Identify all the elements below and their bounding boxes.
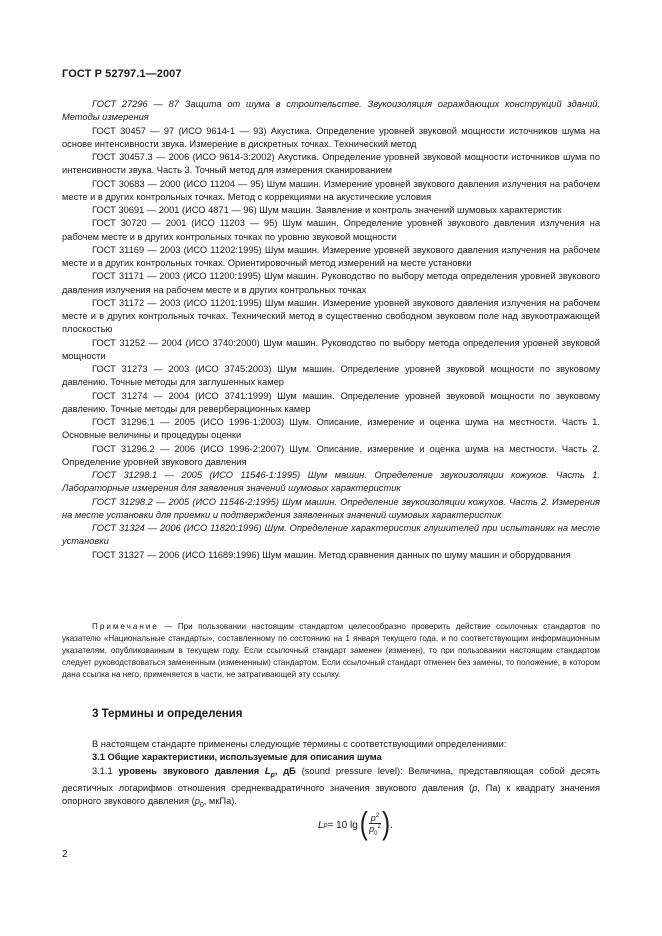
reference-item: ГОСТ 31324 — 2006 (ИСО 11820:1996) Шум. Определение характеристик глушителей при испытаниях на месте установки (62, 523, 600, 547)
reference-item: ГОСТ 31252 — 2004 (ИСО 3740:2000) Шум машин. Руководство по выбору метода определения уровней звуковой мощности (62, 337, 600, 361)
reference-item: ГОСТ 31273 — 2003 (ИСО 3745:2003) Шум машин. Определение уровней звуковой мощности по звуковому давлению. Точные методы для заглушенных камер (62, 364, 600, 388)
subsection-title: 3.1 Общие характеристики, используемые для описания шума (92, 752, 382, 763)
term-unit: , дБ (274, 765, 296, 776)
formula-num-sup: 2 (375, 813, 380, 820)
formula-eq: = 10 lg (327, 819, 358, 831)
normative-references (62, 98, 600, 562)
definition-part3: , мкПа). (203, 795, 237, 806)
def-symbol-p0: p (194, 795, 200, 806)
close-paren-icon: ) (382, 806, 391, 842)
section-body (62, 738, 600, 812)
open-paren-icon: ( (359, 806, 368, 842)
formula-den-sup: 2 (377, 824, 381, 831)
definition-part2: , Па) к квадрату значения опорного звукового давления ( (62, 782, 600, 806)
page-number: 2 (62, 849, 68, 860)
formula-lhs: L (318, 819, 324, 831)
definition-part1: Величина, представляющая собой десять десятичных логарифмов отношения среднеквадратичного значения звукового давления ( (62, 765, 600, 793)
formula-den-sub: 0 (374, 830, 378, 837)
term-definition (62, 765, 600, 812)
reference-item: ГОСТ 30457 — 97 (ИСО 9614-1 — 93) Акустика. Определение уровней звуковой мощности источников шума на основе интенсивности звука. Измерение в дискретных точках. Технический метод (62, 125, 600, 149)
reference-item: ГОСТ 31169 — 2003 (ИСО 11202:1995) Шум машин. Измерение уровней звукового давления излучения на рабочем месте и в других контрольных точках. Ориентировочный метод измерений на месте установки (62, 244, 600, 268)
page-header: ГОСТ Р 52797.1—2007 (62, 68, 182, 80)
note-block (62, 621, 600, 681)
term-name: уровень звукового давления (118, 765, 260, 776)
def-symbol-p: p (472, 782, 478, 793)
term-symbol-sub: p (270, 771, 275, 779)
formula-fraction (369, 813, 381, 837)
reference-item: ГОСТ 30457.3 — 2006 (ИСО 9614-3:2002) Акустика. Определение уровней звуковой мощности источников шума по интенсивности звука. Часть 3. Точный метод для измерения сканированием (62, 152, 600, 176)
reference-item: ГОСТ 30691 — 2001 (ИСО 4871 — 96) Шум машин. Заявление и контроль значений шумовых характеристик (92, 205, 562, 215)
reference-item: ГОСТ 31171 — 2003 (ИСО 11200:1995) Шум машин. Руководство по выбору метода определения уровней звукового давления излучения на рабочем месте и в других контрольных точках (62, 271, 600, 295)
formula-lhs-sub: p (323, 821, 328, 829)
reference-item: ГОСТ 31172 — 2003 (ИСО 11201:1995) Шум машин. Измерение уровней звукового давления излучения на рабочем месте и в других контрольных точках. Технический метод в существенно свободном звуковом поле над звукоотражающей плоскостью (62, 297, 600, 335)
reference-item: ГОСТ 30683 — 2000 (ИСО 11204 — 95) Шум машин. Измерение уровней звукового давления излучения на рабочем месте и в других контрольных точках. Метод с коррекциями на акустические условия (62, 178, 600, 202)
reference-item: ГОСТ 31298.1 — 2005 (ИСО 11546-1:1995) Шум машин. Определение звукоизоляции кожухов. Часть 1. Лабораторные измерения для заявления значений шумовых характеристик (62, 470, 600, 494)
formula-den: p (369, 824, 375, 835)
reference-item: ГОСТ 27296 — 87 Защита от шума в строительстве. Звукоизоляция ограждающих конструкций зданий. Методы измерения (62, 99, 600, 123)
note-text: — При пользовании настоящим стандартом целесообразно проверить действие ссылочных стандартов по указателю «Национальные стандарты», составленному по состоянию на 1 января текущего года, и по соответствующим информационным указателям, опубликованным в текущем году. Если ссылочный стандарт заменен (изменен), то при пользовании настоящим стандартом следует руководствоваться замененным (измененным) стандартом. Если ссылочный стандарт отменен без замены, то положение, в котором дана ссылка на него, применяется в части, не затрагивающей эту ссылку. (62, 622, 600, 680)
formula (318, 806, 393, 842)
section-intro: В настоящем стандарте применены следующие термины с соответствующими определениями: (92, 739, 507, 749)
note-label: Примечание (92, 622, 159, 631)
reference-item: ГОСТ 31327 — 2006 (ИСО 11689:1996) Шум машин. Метод сравнения данных по шуму машин и оборудования (92, 549, 571, 560)
formula-num: p (370, 813, 376, 824)
reference-item: ГОСТ 31296.1 — 2005 (ИСО 1996-1:2003) Шум. Описание, измерение и оценка шума на местности. Часть 1. Основные величины и процедуры оценки (62, 417, 600, 441)
formula-end: . (390, 819, 393, 831)
reference-item: ГОСТ 31296.2 — 2006 (ИСО 1996-2:2007) Шум. Описание, измерение и оценка шума на местности. Часть 2. Определение уровней звукового давления (62, 443, 600, 467)
term-english: (sound pressure level): (295, 765, 403, 776)
def-symbol-p0-sub: 0 (199, 801, 204, 809)
section-title: 3 Термины и определения (92, 708, 243, 720)
term-number: 3.1.1 (92, 765, 113, 776)
term-symbol: L (264, 765, 271, 776)
reference-item: ГОСТ 31274 — 2004 (ИСО 3741:1999) Шум машин. Определение уровней звуковой мощности по звуковому давлению. Точные методы для реверберационных камер (62, 390, 600, 414)
reference-item: ГОСТ 31298.2 — 2005 (ИСО 11546-2:1995) Шум машин. Определение звукоизоляции кожухов. Часть 2. Измерения на месте установки для приемки и подтверждения заявленных значений шумовых характеристик (62, 496, 600, 520)
reference-item: ГОСТ 30720 — 2001 (ИСО 11203 — 95) Шум машин. Определение уровней звукового давления излучения на рабочем месте и в других контрольных точках по уровню звуковой мощности (62, 218, 600, 242)
